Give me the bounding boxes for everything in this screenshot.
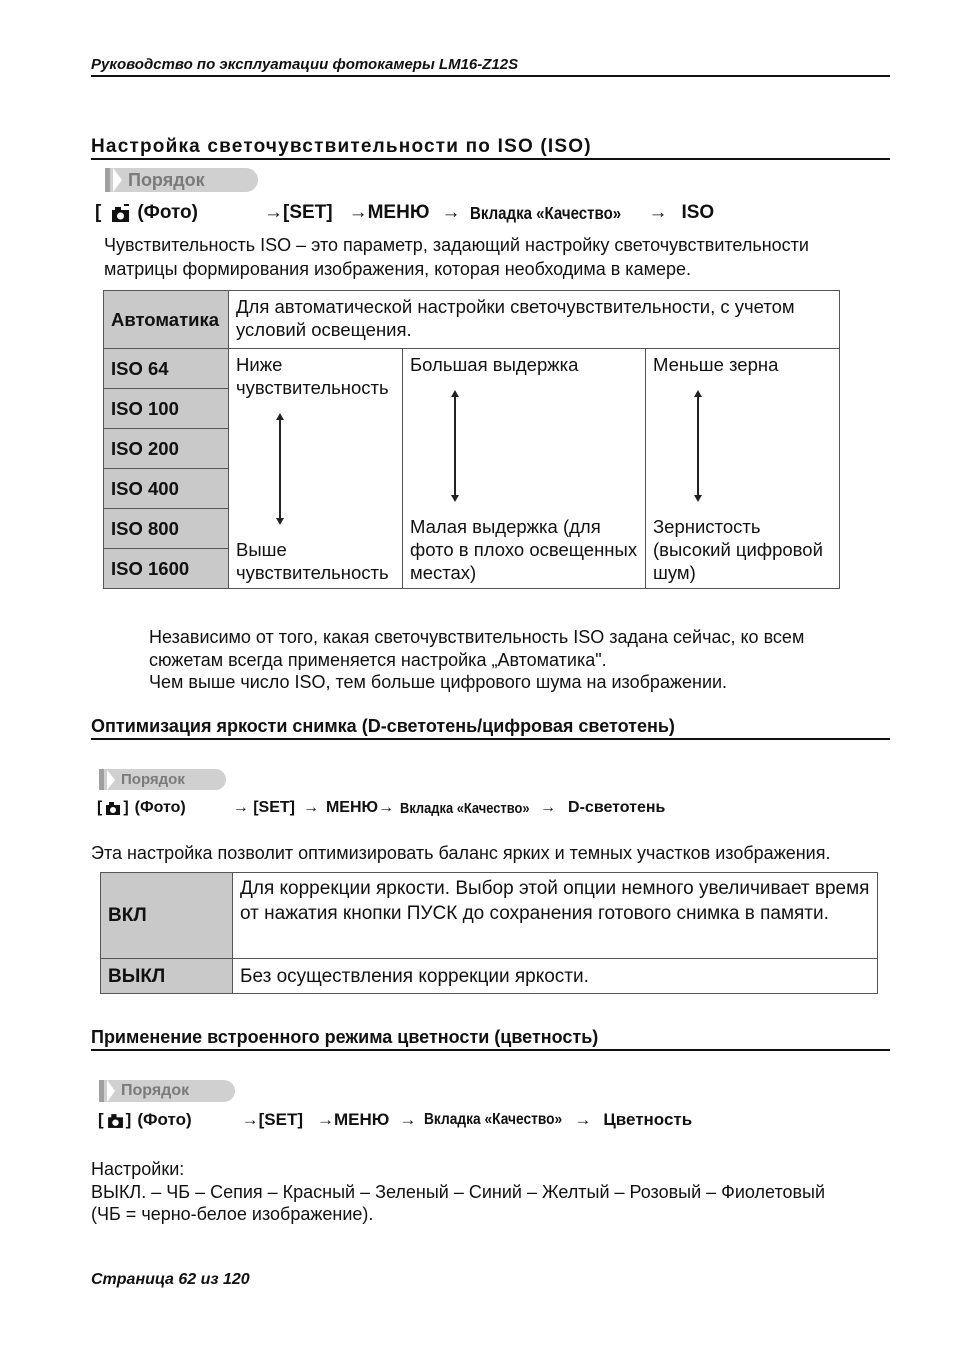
procedure-badge-iso bbox=[105, 168, 258, 192]
section-rule-color bbox=[91, 1049, 890, 1051]
chevron-icon bbox=[113, 168, 122, 192]
arrow: → bbox=[441, 202, 461, 223]
settings-list: ВЫКЛ. – ЧБ – Сепия – Красный – Зеленый – Синий – Желтый – Розовый – Фиолетовый bbox=[91, 1181, 826, 1202]
bracket: [ bbox=[97, 799, 103, 816]
text-line: Независимо от того, какая светочувствительность ISO задана сейчас, ко всем bbox=[149, 627, 805, 647]
document-header: Руководство по эксплуатации фотокамеры LM16-Z12S bbox=[91, 56, 519, 73]
d-on-desc: Для коррекции яркости. Выбор этой опции немного увеличивает время от нажатия кнопки ПУСК до сохранения готового снимка в памяти. bbox=[233, 873, 878, 959]
section-heading-iso: Настройка светочувствительности по ISO (ISO) bbox=[91, 136, 592, 157]
procedure-label: Порядок bbox=[121, 771, 185, 788]
item-label: D-светотень bbox=[568, 799, 666, 816]
col3-top: Меньше зерна bbox=[653, 354, 779, 375]
d-off-label: ВЫКЛ bbox=[101, 959, 233, 994]
set-label: → [SET] bbox=[232, 799, 295, 816]
camera-icon bbox=[107, 1112, 124, 1129]
d-table bbox=[100, 872, 878, 994]
chevron-icon bbox=[107, 1080, 115, 1102]
d-description: Эта настройка позволит оптимизировать баланс ярких и темных участков изображения. bbox=[91, 843, 831, 863]
mode-label: (Фото) bbox=[137, 202, 198, 223]
menu-label: →МЕНЮ bbox=[348, 202, 430, 223]
text-line: сюжетам всегда применяется настройка „Автоматика". bbox=[149, 649, 607, 670]
procedure-path-color bbox=[98, 1109, 692, 1131]
auto-label: Автоматика bbox=[104, 291, 229, 349]
arrow: → bbox=[399, 1110, 417, 1129]
camera-icon bbox=[111, 203, 131, 223]
arrow: → bbox=[378, 799, 395, 816]
procedure-path-iso bbox=[95, 201, 714, 225]
d-off-desc: Без осуществления коррекции яркости. bbox=[233, 959, 878, 994]
arrow: → bbox=[302, 799, 319, 816]
chevron-icon bbox=[107, 770, 115, 790]
item-label: Цветность bbox=[603, 1110, 693, 1129]
procedure-label: Порядок bbox=[128, 169, 205, 190]
set-label: →[SET] bbox=[241, 1110, 304, 1129]
set-label: →[SET] bbox=[264, 202, 333, 223]
section-heading-d: Оптимизация яркости снимка (D-светотень/цифровая светотень) bbox=[91, 716, 675, 736]
iso-notes bbox=[149, 626, 804, 694]
d-on-label: ВКЛ bbox=[101, 873, 233, 959]
mode-label: (Фото) bbox=[137, 1110, 192, 1129]
settings-label: Настройки: bbox=[91, 1159, 185, 1179]
section-rule-iso bbox=[91, 158, 890, 160]
exposure-cell bbox=[403, 349, 646, 589]
text-line: Чувствительность ISO – это параметр, задающий настройку светочувствительности bbox=[104, 235, 809, 255]
iso-value: ISO 100 bbox=[104, 389, 229, 429]
section-heading-color: Применение встроенного режима цветности (цветность) bbox=[91, 1027, 599, 1047]
arrow-up-down-icon bbox=[697, 396, 699, 496]
procedure-badge-color bbox=[99, 1080, 235, 1102]
iso-description bbox=[104, 233, 809, 281]
col2-top: Большая выдержка bbox=[410, 354, 579, 375]
arrow: → bbox=[648, 202, 668, 223]
procedure-badge-d bbox=[99, 769, 226, 790]
arrow-up-down-icon bbox=[454, 396, 456, 496]
color-settings bbox=[91, 1158, 825, 1226]
iso-value: ISO 800 bbox=[104, 509, 229, 549]
header-rule bbox=[91, 75, 890, 77]
iso-value: ISO 1600 bbox=[104, 549, 229, 589]
col1-bottom: Выше чувствительность bbox=[236, 539, 389, 583]
bracket: ] bbox=[125, 1110, 132, 1129]
menu-label: →МЕНЮ bbox=[317, 1110, 390, 1129]
text-line: матрицы формирования изображения, которая необходима в камере. bbox=[104, 259, 691, 279]
arrow: → bbox=[574, 1110, 592, 1129]
settings-note: (ЧБ = черно-белое изображение). bbox=[91, 1204, 374, 1224]
iso-value: ISO 200 bbox=[104, 429, 229, 469]
tab-label: Вкладка «Качество» bbox=[424, 1111, 563, 1128]
auto-desc: Для автоматической настройки светочувствительности, с учетом условий освещения. bbox=[229, 291, 840, 349]
sensitivity-cell bbox=[229, 349, 403, 589]
col2-bottom: Малая выдержка (для фото в плохо освещенных местах) bbox=[410, 516, 638, 583]
text-line: Чем выше число ISO, тем больше цифрового шума на изображении. bbox=[149, 672, 728, 692]
tab-label: Вкладка «Качество» bbox=[400, 799, 530, 817]
menu-label: МЕНЮ bbox=[325, 799, 379, 816]
iso-table bbox=[103, 290, 840, 589]
arrow: → bbox=[540, 799, 557, 816]
procedure-path-d bbox=[97, 797, 665, 819]
tab-label: Вкладка «Качество» bbox=[470, 202, 622, 223]
procedure-label: Порядок bbox=[121, 1082, 190, 1099]
bracket: [ bbox=[95, 202, 102, 223]
col3-bottom: Зернистость (высокий цифровой шум) bbox=[653, 516, 823, 583]
iso-value: ISO 400 bbox=[104, 469, 229, 509]
bracket: [ bbox=[98, 1110, 104, 1129]
bracket: ] bbox=[123, 799, 129, 816]
col1-top: Ниже чувствительность bbox=[236, 354, 389, 398]
page-number: Страница 62 из 120 bbox=[91, 1271, 250, 1288]
arrow-up-down-icon bbox=[279, 419, 281, 519]
mode-label: (Фото) bbox=[134, 799, 186, 816]
camera-icon bbox=[105, 800, 121, 816]
section-rule-d bbox=[91, 738, 890, 740]
item-label: ISO bbox=[681, 202, 715, 223]
grain-cell bbox=[646, 349, 840, 589]
iso-value: ISO 64 bbox=[104, 349, 229, 389]
